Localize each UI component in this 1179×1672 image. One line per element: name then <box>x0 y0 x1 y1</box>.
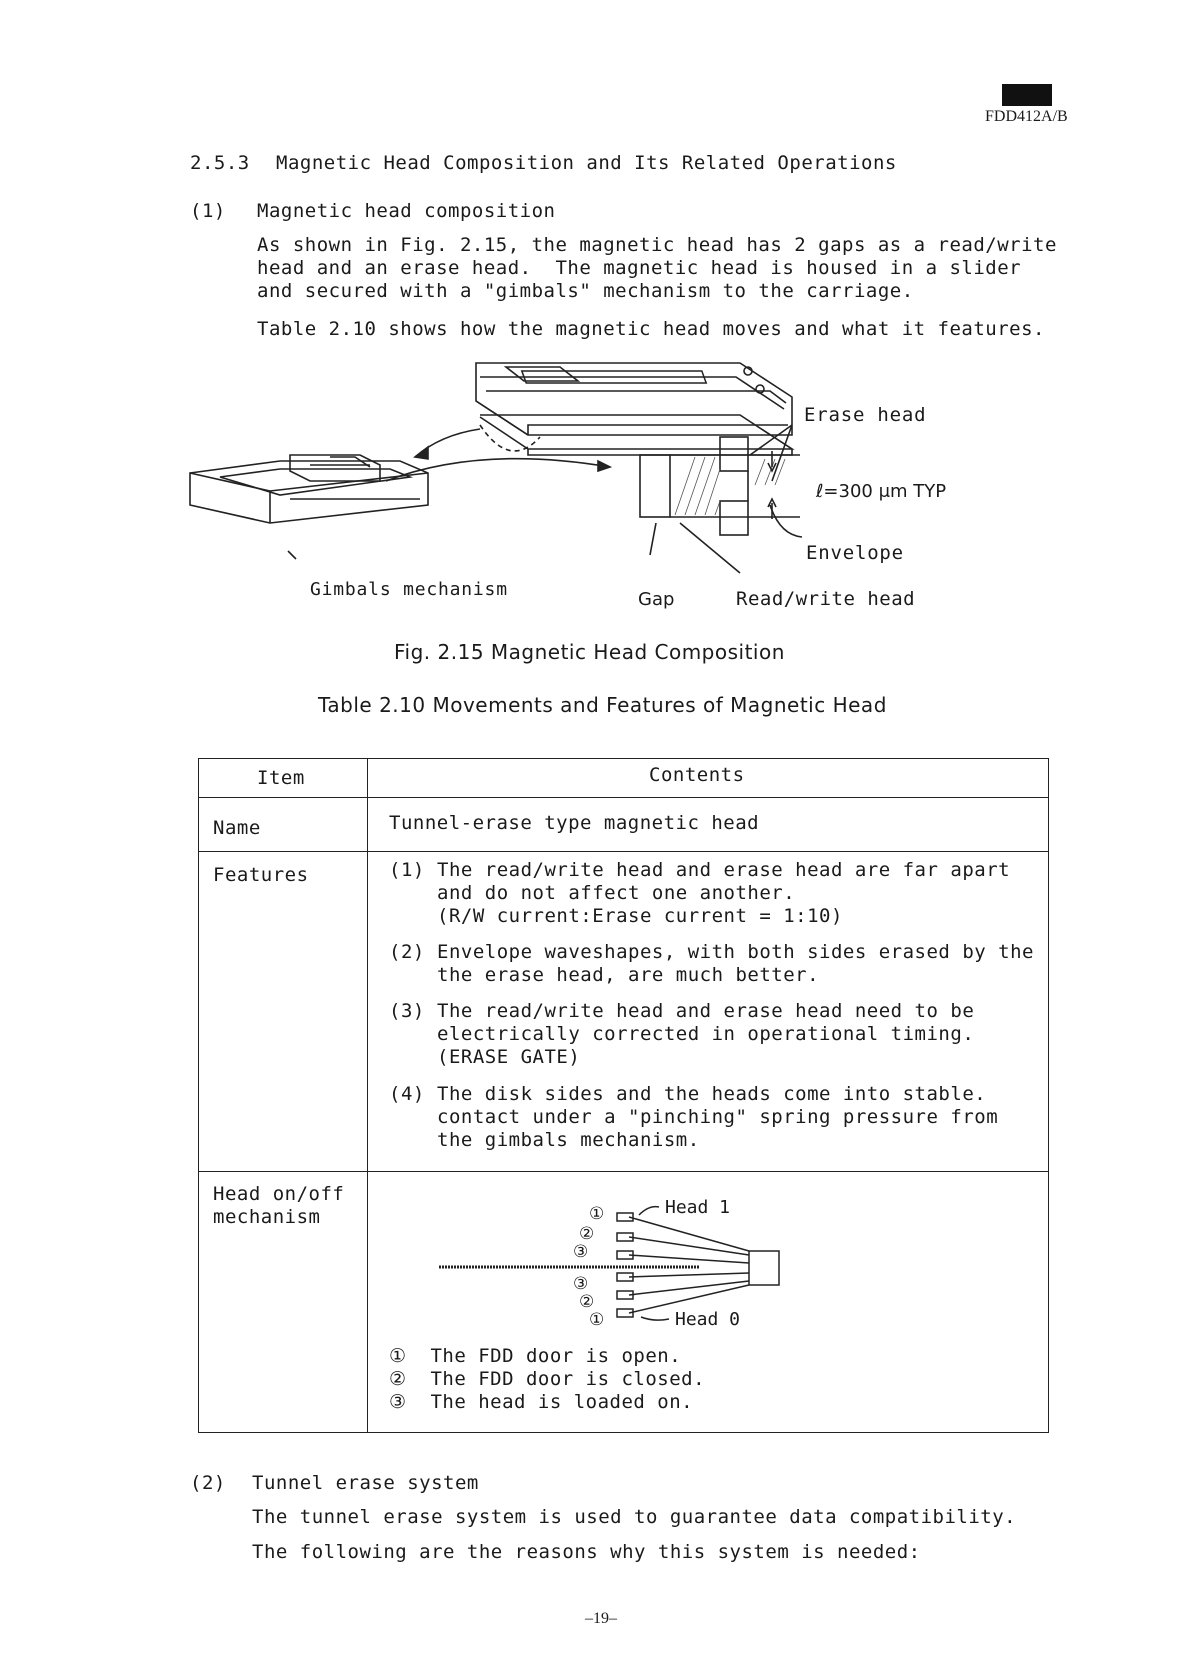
subsection-2-number: (2) <box>190 1472 226 1494</box>
table-cell-features-label: Features <box>213 864 309 886</box>
marker-1-top: ① <box>589 1204 605 1224</box>
legend-text: The head is loaded on. <box>430 1391 694 1413</box>
table-cell-onoff-label <box>213 1183 344 1229</box>
subsection-1-paragraph-2: Table 2.10 shows how the magnetic head moves and what it features. <box>257 318 1045 340</box>
table-header-contents: Contents <box>649 764 745 786</box>
label-envelope: Envelope <box>806 542 904 564</box>
label-erase-head: Erase head <box>804 404 927 426</box>
feature-line: The read/write head and erase head are far apart <box>437 859 1011 881</box>
legend-item <box>389 1345 705 1368</box>
feature-item-number: (4) <box>389 1083 425 1105</box>
subsection-1-title: Magnetic head composition <box>257 200 556 222</box>
header-black-mark <box>1002 84 1052 106</box>
section-number: 2.5.3 <box>190 152 250 174</box>
paragraph-line: and secured with a "gimbals" mechanism to the carriage. <box>257 280 914 302</box>
legend-text: The FDD door is closed. <box>430 1368 706 1390</box>
subsection-1-paragraph-1 <box>257 234 1077 303</box>
feature-item-number: (3) <box>389 1000 425 1022</box>
legend-item <box>389 1368 705 1391</box>
table-cell-name-label: Name <box>213 817 261 839</box>
table-header-item: Item <box>257 767 305 789</box>
marker-3-bottom: ③ <box>573 1274 589 1294</box>
legend-mark: ① <box>389 1345 407 1367</box>
feature-item-number: (2) <box>389 941 425 963</box>
table-caption: Table 2.10 Movements and Features of Magnetic Head <box>318 693 887 717</box>
feature-line: The disk sides and the heads come into stable. <box>437 1083 987 1105</box>
figure-caption: Fig. 2.15 Magnetic Head Composition <box>394 640 785 664</box>
carriage-block <box>290 455 380 481</box>
label-rw-head: Read/write head <box>736 588 916 610</box>
feature-line: The read/write head and erase head need to be <box>437 1000 975 1022</box>
legend-mark: ③ <box>389 1391 407 1413</box>
table-row-divider <box>199 1171 1048 1172</box>
feature-line: contact under a "pinching" spring pressure from <box>437 1106 999 1128</box>
table-cell-name-value: Tunnel-erase type magnetic head <box>389 812 760 834</box>
table-column-divider <box>367 759 368 1432</box>
feature-line: and do not affect one another. <box>437 882 796 904</box>
feature-line: the gimbals mechanism. <box>437 1129 700 1151</box>
erase-head-lower <box>720 501 748 535</box>
subsection-1-number: (1) <box>190 200 226 222</box>
label-gimbals: Gimbals mechanism <box>310 579 508 600</box>
marker-2-bottom: ② <box>579 1292 595 1312</box>
section-title: Magnetic Head Composition and Its Related Operations <box>276 152 897 174</box>
feature-line: the erase head, are much better. <box>437 964 820 986</box>
label-gap: Gap <box>638 589 675 610</box>
onoff-label-line: mechanism <box>213 1206 321 1228</box>
feature-line: (R/W current:Erase current = 1:10) <box>437 905 843 927</box>
subsection-2-paragraph-1: The tunnel erase system is used to guarantee data compatibility. <box>252 1506 1017 1528</box>
table-row-divider <box>199 797 1048 798</box>
magnetic-head-figure <box>180 355 1080 635</box>
label-head-0: Head 0 <box>675 1309 741 1330</box>
marker-2-top: ② <box>579 1224 595 1244</box>
feature-line: (ERASE GATE) <box>437 1046 581 1068</box>
head-onoff-diagram <box>439 1177 839 1342</box>
movements-features-table <box>198 758 1049 1433</box>
feature-line: electrically corrected in operational timing. <box>437 1023 975 1045</box>
head-core-left <box>640 455 670 517</box>
table-row-divider <box>199 851 1048 852</box>
carriage-block <box>749 1251 779 1285</box>
marker-1-bottom: ① <box>589 1310 605 1330</box>
subsection-2-paragraph-2: The following are the reasons why this system is needed: <box>252 1541 921 1563</box>
document-id: FDD412A/B <box>985 108 1068 125</box>
erase-head-upper <box>720 437 748 471</box>
subsection-2-title: Tunnel erase system <box>252 1472 479 1494</box>
feature-item-number: (1) <box>389 859 425 881</box>
legend-mark: ② <box>389 1368 407 1390</box>
marker-3-top: ③ <box>573 1242 589 1262</box>
legend-item <box>389 1391 705 1414</box>
paragraph-line: As shown in Fig. 2.15, the magnetic head has 2 gaps as a read/write <box>257 234 1057 256</box>
feature-line: Envelope waveshapes, with both sides erased by the <box>437 941 1034 963</box>
page-number: –19– <box>585 1610 617 1627</box>
slider-lower-plate <box>480 415 792 449</box>
paragraph-line: head and an erase head. The magnetic head is housed in a slider <box>257 257 1022 279</box>
onoff-legend <box>389 1345 705 1414</box>
onoff-label-line: Head on/off <box>213 1183 345 1205</box>
label-gap-length: ℓ=300 μm TYP <box>816 481 947 502</box>
legend-text: The FDD door is open. <box>430 1345 682 1367</box>
label-head-1: Head 1 <box>665 1197 731 1218</box>
